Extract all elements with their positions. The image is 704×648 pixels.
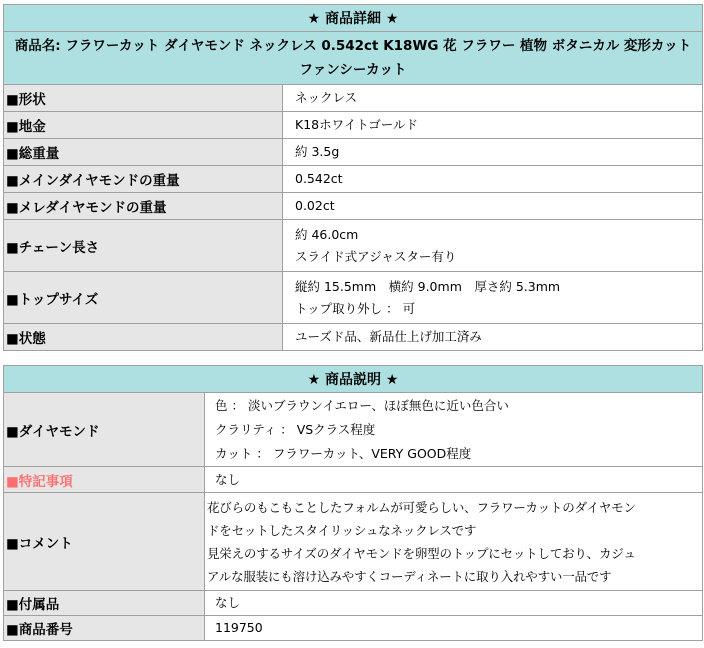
diamond-value: 色 ： 淡いブラウンイエロー、ほぼ無色に近い色合い クラリティ ： VSクラス程度 カット ： フラワーカット、VERY GOOD程度	[205, 393, 703, 467]
diamond-label: ■ダイヤモンド	[4, 393, 205, 467]
accessories-label: ■付属品	[4, 591, 205, 616]
comment-value: 花びらのもこもことしたフォルムが可愛らしい、フラワーカットのダイヤモン ドをセットしたスタイリッシュなネックレスです 見栄えのするサイズのダイヤモンドを卵型のトップにセットしており、カジュ アルな服装にも溶け込みやすくコーディネートに取り入れやすい一品です	[205, 493, 703, 591]
main-diamond-weight-value: 0.542ct	[283, 166, 703, 193]
condition-value: ユーズド品、新品仕上げ加工済み	[283, 324, 703, 351]
shape-label: ■形状	[4, 85, 283, 112]
melee-diamond-weight-label: ■メレダイヤモンドの重量	[4, 193, 283, 220]
comment-label: ■コメント	[4, 493, 205, 591]
metal-label: ■地金	[4, 112, 283, 139]
product-details-table	[3, 4, 703, 351]
melee-diamond-weight-value: 0.02ct	[283, 193, 703, 220]
shape-value: ネックレス	[283, 85, 703, 112]
total-weight-value: 約 3.5g	[283, 139, 703, 166]
chain-length-value: 約 46.0cm スライド式アジャスター有り	[283, 220, 703, 272]
product-number-value: 119750	[205, 616, 703, 641]
top-size-value: 縦約 15.5mm 横約 9.0mm 厚さ約 5.3mm トップ取り外し ： 可	[283, 272, 703, 324]
product-number-label: ■商品番号	[4, 616, 205, 641]
details-header: ★ 商品詳細 ★	[4, 5, 703, 32]
special-notes-label: ■特記事項	[4, 467, 205, 493]
product-title: 商品名: フラワーカット ダイヤモンド ネックレス 0.542ct K18WG 花 フラワー 植物 ボタニカル 変形カット ファンシーカット	[4, 32, 703, 85]
accessories-value: なし	[205, 591, 703, 616]
product-description-table	[3, 365, 703, 641]
metal-value: K18ホワイトゴールド	[283, 112, 703, 139]
description-header: ★ 商品説明 ★	[4, 366, 703, 393]
main-diamond-weight-label: ■メインダイヤモンドの重量	[4, 166, 283, 193]
top-size-label: ■トップサイズ	[4, 272, 283, 324]
chain-length-label: ■チェーン長さ	[4, 220, 283, 272]
total-weight-label: ■総重量	[4, 139, 283, 166]
special-notes-value: なし	[205, 467, 703, 493]
condition-label: ■状態	[4, 324, 283, 351]
